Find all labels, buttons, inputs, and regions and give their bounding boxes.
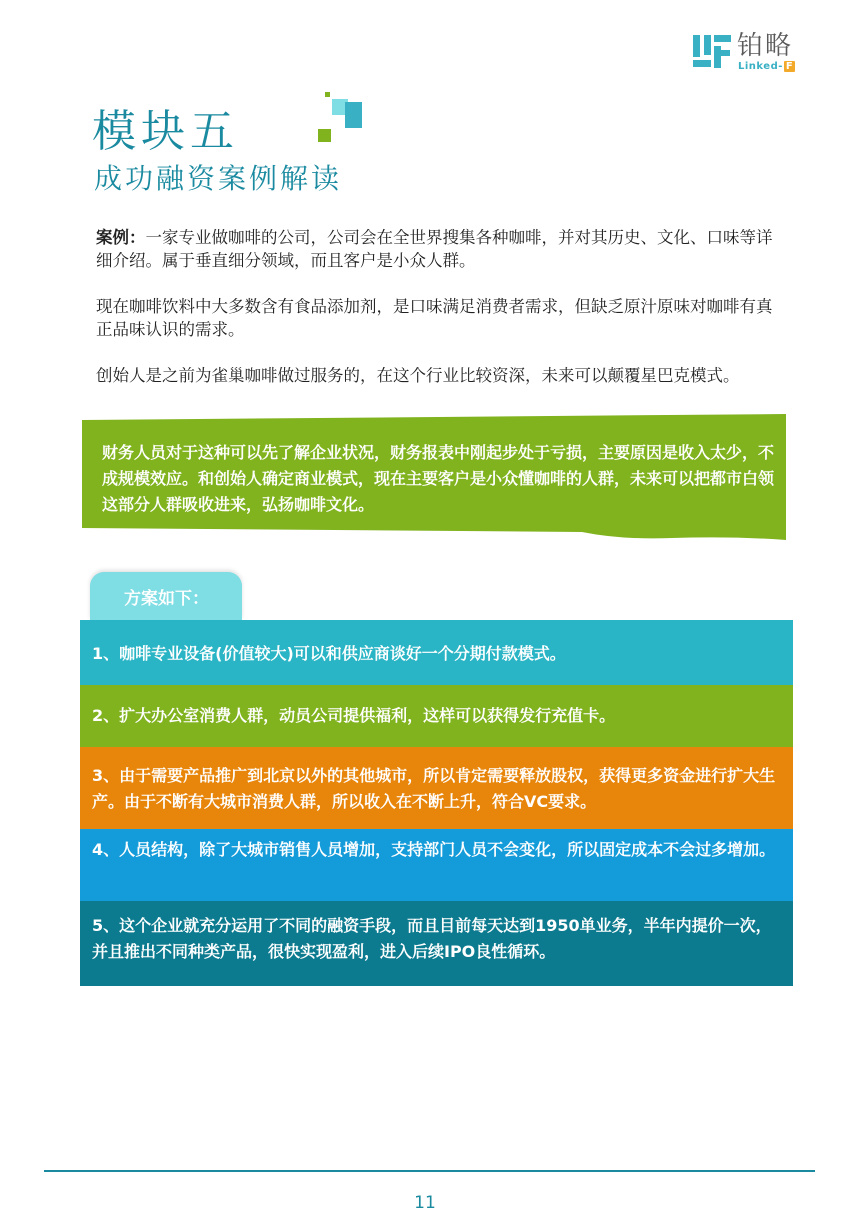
section-subtitle: 成功融资案例解读 [94, 162, 343, 195]
logo-mark-icon [693, 33, 731, 71]
logo-chinese-name: 铂略 [737, 31, 794, 61]
case-text: 一家专业做咖啡的公司，公司会在全世界搜集各种咖啡，并对其历史、文化、口味等详细介绍。属于垂直细分领域，而且客户是小众人群。 [96, 228, 773, 270]
logo-f-badge: F [785, 61, 794, 72]
plan-item-text: 3、由于需要产品推广到北京以外的其他城市，所以肯定需要释放股权，获得更多资金进行扩大生产。由于不断有大城市消费人群，所以收入在不断上升，符合VC要求。 [92, 766, 776, 811]
logo-english-text: Linked- [738, 61, 783, 72]
logo-english-name [738, 61, 795, 72]
plan-item-2 [80, 685, 793, 747]
footer-divider [44, 1170, 815, 1172]
plan-item-text: 1、咖啡专业设备(价值较大)可以和供应商谈好一个分期付款模式。 [92, 644, 566, 663]
callout-text: 财务人员对于这种可以先了解企业状况，财务报表中刚起步处于亏损，主要原因是收入太少，不成规模效应。和创始人确定商业模式，现在主要客户是小众懂咖啡的人群，未来可以把都市白领这部分人群吸收进来，弘扬咖啡文化。 [102, 443, 775, 514]
plan-item-1 [80, 620, 793, 685]
finance-callout [82, 414, 786, 540]
page-number: 11 [414, 1193, 436, 1213]
plan-item-text: 5、这个企业就充分运用了不同的融资手段，而且目前每天达到1950单业务，半年内提价一次，并且推出不同种类产品，很快实现盈利，进入后续IPO良性循环。 [92, 916, 772, 961]
case-intro [96, 226, 786, 410]
plan-item-5 [80, 901, 793, 986]
brand-logo [693, 30, 813, 74]
plan-item-text: 4、人员结构，除了大城市销售人员增加，支持部门人员不会变化，所以固定成本不会过多增加。 [92, 840, 776, 859]
plan-item-3 [80, 747, 793, 829]
plan-item-text: 2、扩大办公室消费人群，动员公司提供福利，这样可以获得发行充值卡。 [92, 706, 616, 725]
founder-paragraph: 创始人是之前为雀巢咖啡做过服务的，在这个行业比较资深，未来可以颠覆星巴克模式。 [96, 366, 740, 385]
plan-header-label: 方案如下： [124, 589, 209, 609]
deco-square-green-small [325, 92, 330, 97]
section-title: 模块五 [92, 106, 239, 157]
plan-header-tab [90, 572, 242, 620]
case-paragraph [96, 226, 786, 272]
deco-square-green [318, 129, 331, 142]
case-label: 案例： [96, 228, 146, 247]
market-paragraph: 现在咖啡饮料中大多数含有食品添加剂，是口味满足消费者需求，但缺乏原汁原味对咖啡有真正品味认识的需求。 [96, 297, 773, 339]
deco-square-teal [345, 102, 362, 128]
plan-item-4 [80, 829, 793, 901]
